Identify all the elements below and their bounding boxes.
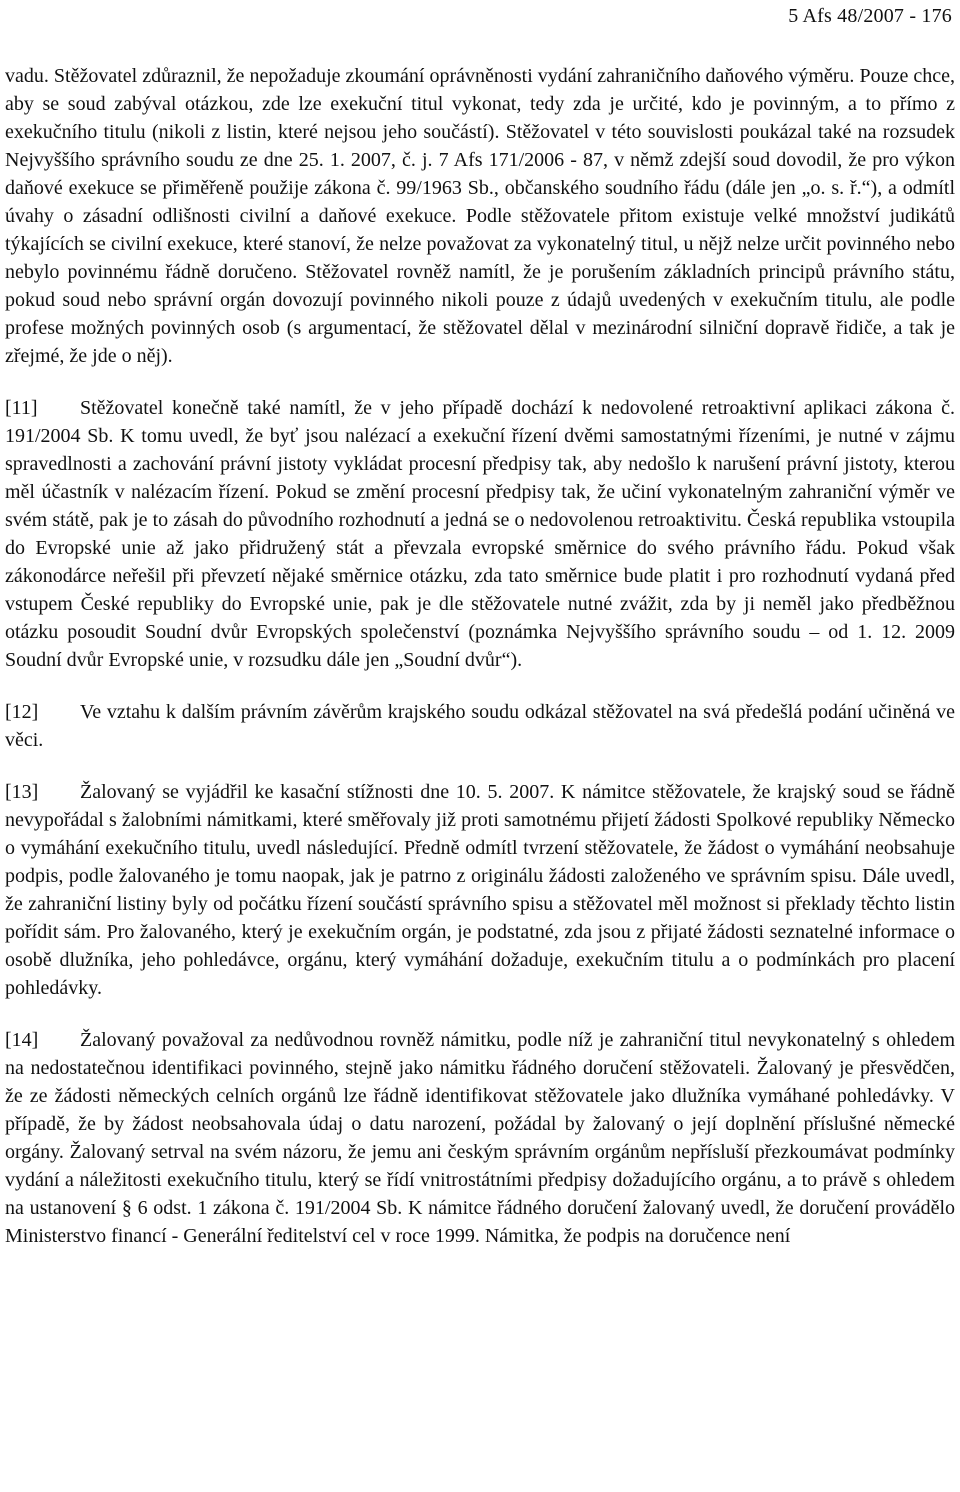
- paragraph-13: [5, 778, 955, 1002]
- paragraph-text: Stěžovatel konečně také namítl, že v jeho případě dochází k nedovolené retroaktivní aplikaci zákona č. 191/2004 Sb. K tomu uvedl, že byť jsou nalézací a exekuční řízení dvěmi samostatnými řízeními, je nutné v zájmu spravedlnosti a zachování právní jistoty vykládat procesní předpisy tak, aby nedošlo k narušení právní jistoty, kterou měl účastník v nalézacím řízení. Pokud se změní procesní předpisy tak, že učiní vykonatelným zahraniční výměr ve svém státě, pak je to zásah do původního rozhodnutí a jedná se o nedovolenou retroaktivitu. Česká republika vstoupila do Evropské unie až jako přidružený stát a převzala evropské směrnice do svého právního řádu. Pokud však zákonodárce neřešil při převzetí nějaké směrnice otázku, zda tato směrnice bude platit i pro rozhodnutí vydaná před vstupem České republiky do Evropské unie, pak je dle stěžovatele nutné zvážit, zda by ji neměl jako předběžnou otázku posoudit Soudní dvůr Evropských společenství (poznámka Nejvyššího správního soudu – od 1. 12. 2009 Soudní dvůr Evropské unie, v rozsudku dále jen „Soudní dvůr“).: [5, 397, 955, 671]
- paragraph-11: [5, 394, 955, 674]
- paragraph-14: [5, 1026, 955, 1250]
- paragraph-number: [14]: [5, 1029, 39, 1051]
- case-number-header: 5 Afs 48/2007 - 176: [788, 5, 952, 27]
- paragraph-text: Ve vztahu k dalším právním závěrům krajského soudu odkázal stěžovatel na svá předešlá podání učiněná ve věci.: [5, 701, 955, 751]
- paragraph-text: Žalovaný se vyjádřil ke kasační stížnosti dne 10. 5. 2007. K námitce stěžovatele, že krajský soud se řádně nevypořádal s žalobními námitkami, které směřovaly již proti samotnému přijetí žádosti Spolkové republiky Německo o vymáhání exekučního titulu, uvedl následující. Předně odmítl tvrzení stěžovatele, že žádost o vymáhání neobsahuje podpis, podle žalovaného je tomu naopak, jak je patrno z originálu žádosti založeného ve správním spisu. Dále uvedl, že zahraniční listiny byly od počátku řízení součástí správního spisu a stěžovatel měl možnost si překlady těchto listin pořídit sám. Pro žalovaného, který je exekučním orgán, je podstatné, zda jsou z přijaté žádosti seznatelné informace o osobě dlužníka, jeho pohledávce, orgánu, který vymáhání dožaduje, exekučním titulu a o podmínkách pro placení pohledávky.: [5, 781, 955, 999]
- paragraph-number: [11]: [5, 397, 38, 419]
- paragraph-continuation: [5, 62, 955, 370]
- document-body: [5, 62, 955, 1250]
- paragraph-text: Žalovaný považoval za nedůvodnou rovněž námitku, podle níž je zahraniční titul nevykonatelný s ohledem na nedostatečnou identifikaci povinného, stejně jako námitku řádného doručení stěžovateli. Žalovaný je přesvědčen, že ze žádosti německých celních orgánů lze řádně identifikovat stěžovatele jako dlužníka vymáhané pohledávky. V případě, že by žádost neobsahovala údaj o datu narození, požádal by žalovaný o její doplnění příslušné německé orgány. Žalovaný setrval na svém názoru, že jemu ani českým správním orgánům nepřísluší přezkoumávat podmínky vydání a náležitosti exekučního titulu, který se řídí vnitrostátními předpisy dožadujícího orgánu, a to právě s ohledem na ustanovení § 6 odst. 1 zákona č. 191/2004 Sb. K námitce řádného doručení žalovaný uvedl, že doručení provádělo Ministerstvo financí - Generální ředitelství cel v roce 1999. Námitka, že podpis na doručence není: [5, 1029, 955, 1247]
- paragraph-number: [13]: [5, 781, 39, 803]
- paragraph-12: [5, 698, 955, 754]
- paragraph-number: [12]: [5, 701, 39, 723]
- paragraph-text: vadu. Stěžovatel zdůraznil, že nepožaduje zkoumání oprávněnosti vydání zahraničního daňového výměru. Pouze chce, aby se soud zabýval otázkou, zde lze exekuční titul vykonat, tedy zda je určité, kdo je povinným, a to přímo z exekučního titulu (nikoli z listin, které nejsou jeho součástí). Stěžovatel v této souvislosti poukázal také na rozsudek Nejvyššího správního soudu ze dne 25. 1. 2007, č. j. 7 Afs 171/2006 - 87, v němž zdejší soud dovodil, že pro výkon daňové exekuce se přiměřeně použije zákona č. 99/1963 Sb., občanského soudního řádu (dále jen „o. s. ř.“), a odmítl úvahy o zásadní odlišnosti civilní a daňové exekuce. Podle stěžovatele přitom existuje velké množství judikátů týkajících se civilní exekuce, které stanoví, že nelze považovat za vykonatelný titul, u nějž nelze určit povinného nebo nebylo povinnému řádně doručeno. Stěžovatel rovněž namítl, že je porušením základních principů právního státu, pokud soud nebo správní orgán dovozují povinného nikoli pouze z údajů uvedených v exekučním titulu, ale podle profese možných povinných osob (s argumentací, že stěžovatel dělal v mezinárodní silniční dopravě řidiče, a tak je zřejmé, že jde o něj).: [5, 65, 955, 367]
